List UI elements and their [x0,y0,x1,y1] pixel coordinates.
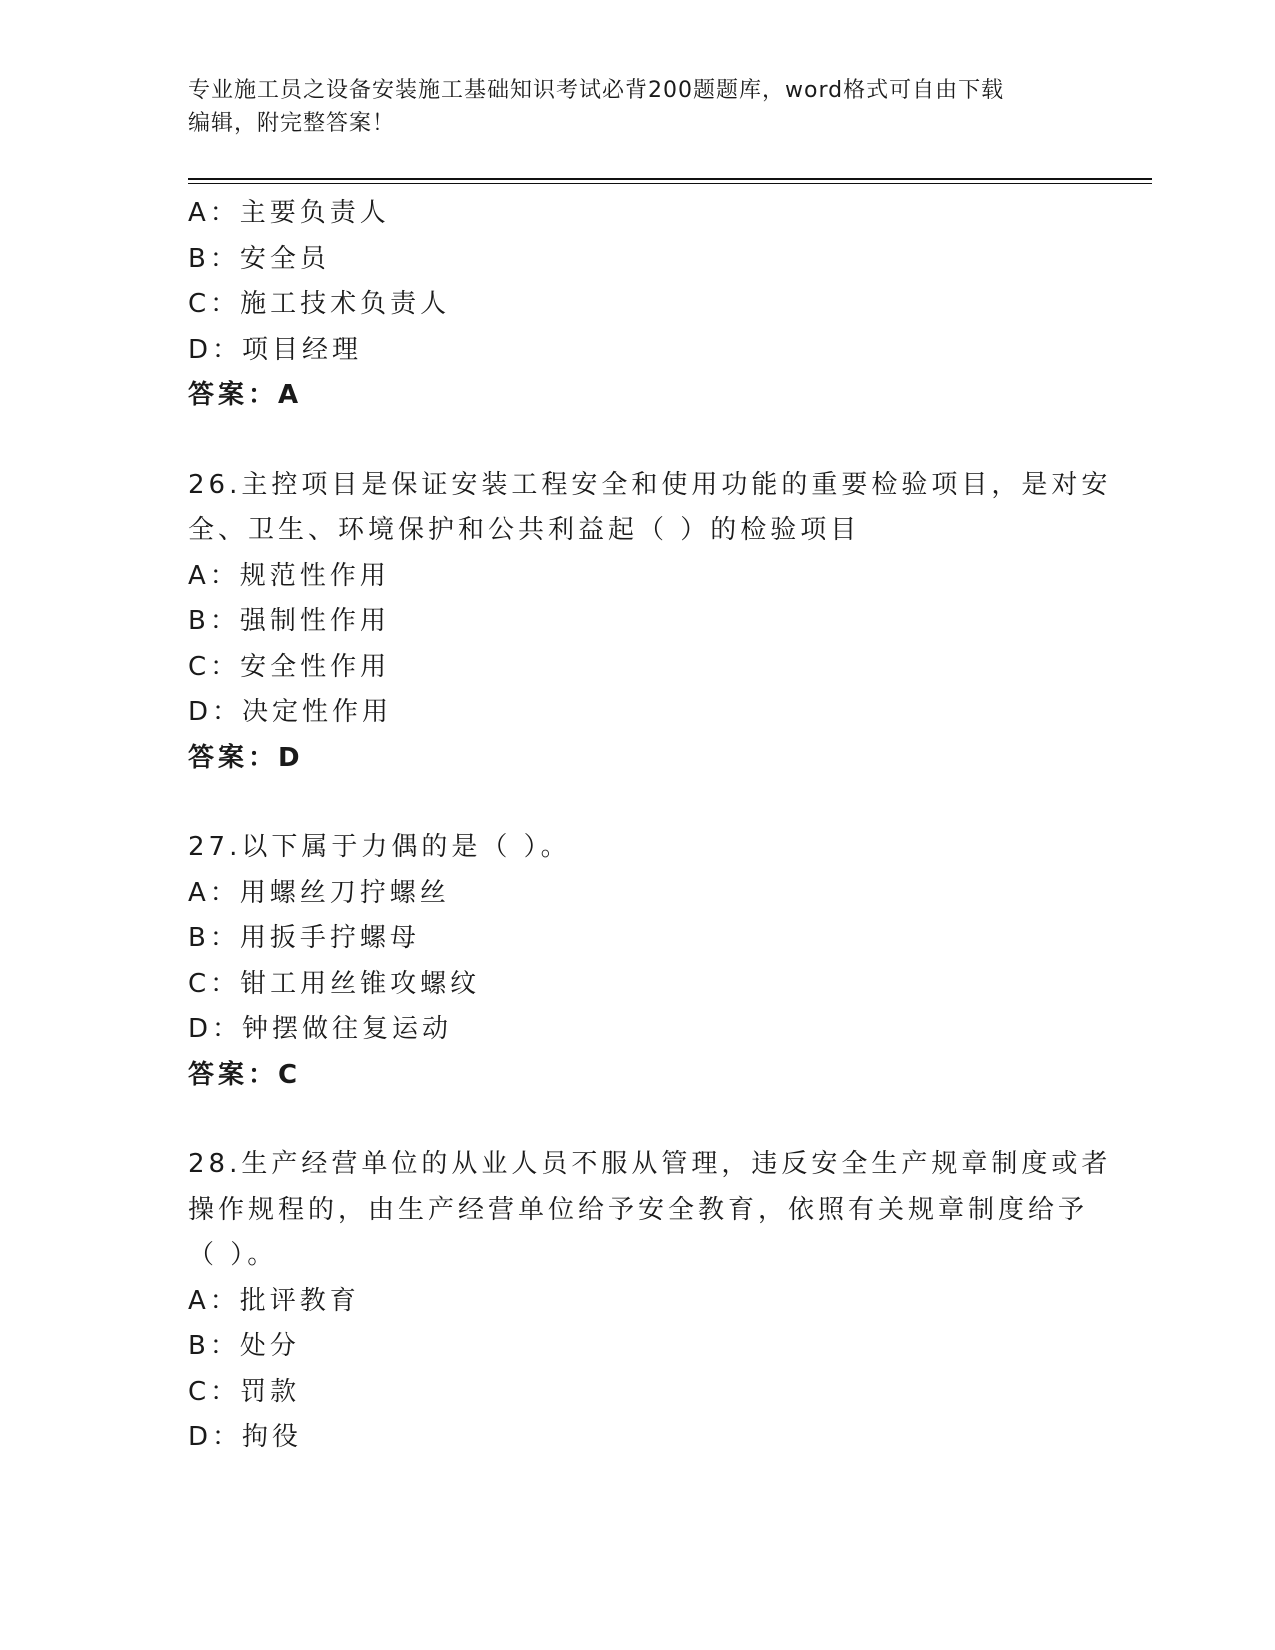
question-stem: 28.生产经营单位的从业人员不服从管理，违反安全生产规章制度或者 [188,1149,1112,1179]
header-line-1: 专业施工员之设备安装施工基础知识考试必背200题题库，word格式可自由下载 [188,78,1005,103]
question-28 [188,1142,1112,1461]
option-b: B：安全员 [188,243,330,274]
question-stem-continued: （ ）。 [188,1240,278,1270]
option-a: A：规范性作用 [188,560,390,591]
question-gap [188,1098,1088,1142]
question-26 [188,463,1112,782]
answer: 答案：D [188,742,304,773]
option-a: A：主要负责人 [188,198,390,228]
option-c: C：钳工用丝锥攻螺纹 [188,968,481,999]
option-a: A：批评教育 [188,1285,360,1316]
option-c: C：施工技术负责人 [188,289,451,319]
header-divider-thick [188,178,1152,180]
question-stem: 26.主控项目是保证安装工程安全和使用功能的重要检验项目，是对安 [188,469,1112,500]
option-c: C：安全性作用 [188,651,391,682]
option-d: D：项目经理 [188,334,363,365]
question-25-tail [188,191,1088,419]
question-stem-continued: 操作规程的，由生产经营单位给予安全教育，依照有关规章制度给予 [188,1194,1089,1225]
header-line-2: 编辑，附完整答案！ [188,111,396,136]
option-b: B：处分 [188,1331,300,1361]
option-d: D：拘役 [188,1422,303,1452]
option-b: B：用扳手拧螺母 [188,923,420,953]
question-gap [188,419,1088,463]
question-stem-continued: 全、卫生、环境保护和公共利益起（ ）的检验项目 [188,515,861,545]
answer: 答案：A [188,380,303,410]
header-divider-thin [188,183,1152,184]
option-d: D：决定性作用 [188,697,393,727]
question-gap [188,781,1088,825]
option-a: A：用螺丝刀拧螺丝 [188,877,450,908]
document-header [188,74,1088,140]
question-27 [188,825,1088,1098]
question-stem: 27.以下属于力偶的是（ ）。 [188,832,571,862]
answer: 答案：C [188,1059,302,1090]
document-body [188,191,1112,1461]
option-d: D：钟摆做往复运动 [188,1014,453,1044]
option-b: B：强制性作用 [188,606,390,636]
option-c: C：罚款 [188,1376,301,1407]
